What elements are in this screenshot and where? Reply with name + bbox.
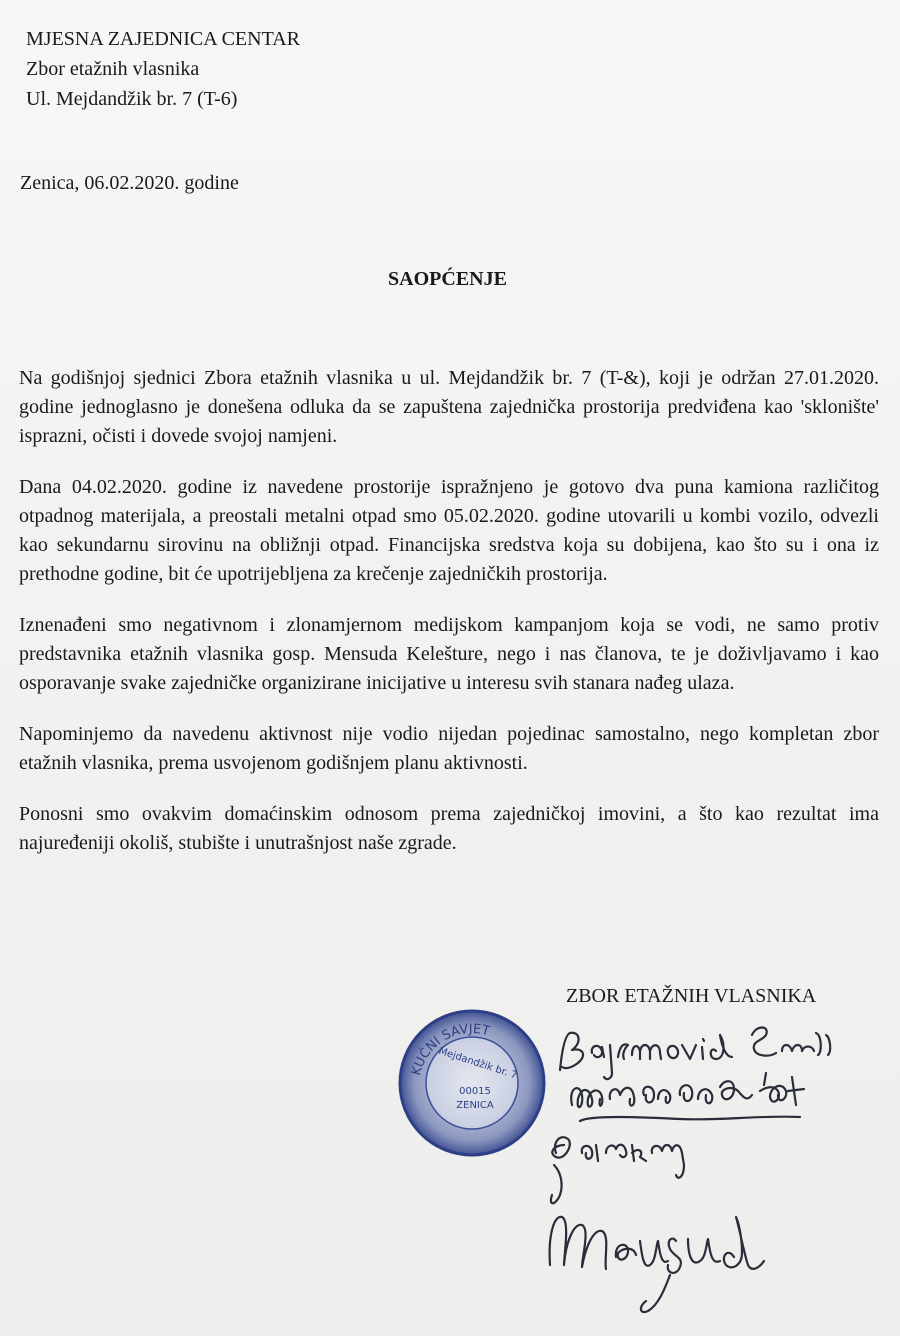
document-title: SAOPĆENJE (388, 268, 507, 290)
letterhead (26, 24, 300, 114)
handwritten-signatures (520, 995, 890, 1325)
document-body (19, 364, 879, 880)
paragraph: Ponosni smo ovakvim domaćinskim odnosom prema zajedničkoj imovini, a što kao rezultat ima najuređeniji okoliš, stubište i unutrašnjost naše zgrade. (19, 803, 879, 854)
signature-1 (560, 1028, 830, 1080)
signature-4 (550, 1217, 764, 1312)
stamp-address: Mejdandžik br. 7 (437, 1045, 519, 1082)
letterhead-address: Ul. Mejdandžik br. 7 (T-6) (26, 88, 238, 110)
letterhead-organization: MJESNA ZAJEDNICA CENTAR (26, 28, 300, 50)
document-date: Zenica, 06.02.2020. godine (20, 172, 239, 194)
stamp-arc-text: KUĆNI SAVJET (409, 1021, 492, 1078)
paragraph: Napominjemo da navedenu aktivnost nije vodio nijedan pojedinac samostalno, nego kompletan zbor etažnih vlasnika, prema usvojenom godišnjem planu aktivnosti. (19, 723, 879, 774)
signature-block-title: ZBOR ETAŽNIH VLASNIKA (566, 985, 817, 1007)
paragraph: Iznenađeni smo negativnom i zlonamjernom medijskom kampanjom koja se vodi, ne samo protiv predstavnika etažnih vlasnika gosp. Mensuda Kelešture, nego i nas članova, te je doživljavamo i kao osporavanje svake zajedničke organizirane inicijative u interesu svih stanara nađeg ulaza. (19, 614, 879, 694)
paragraph: Dana 04.02.2020. godine iz navedene prostorije ispražnjeno je gotovo dva puna kamiona različitog otpadnog materijala, a preostali metalni otpad smo 05.02.2020. godine utovarili u kombi vozilo, odvezli kao sekundarnu sirovinu na obližnji otpad. Financijska sredstva koja su dobijena, kao što su i ona iz prethodne godine, bit će upotrijebljena za krečenje zajedničkih prostorija. (19, 476, 879, 585)
signature-2 (571, 1073, 804, 1121)
letterhead-body: Zbor etažnih vlasnika (26, 58, 200, 80)
stamp-city: ZENICA (456, 1100, 494, 1111)
signature-3 (551, 1137, 684, 1203)
paragraph: Na godišnjoj sjednici Zbora etažnih vlasnika u ul. Mejdandžik br. 7 (T-&), koji je održan 27.01.2020. godine jednoglasno je donešena odluka da se zapuštena zajednička prostorija predviđena kao 'sklonište' isprazni, očisti i dovede svojoj namjeni. (19, 367, 879, 447)
stamp-number: 00015 (459, 1086, 491, 1097)
